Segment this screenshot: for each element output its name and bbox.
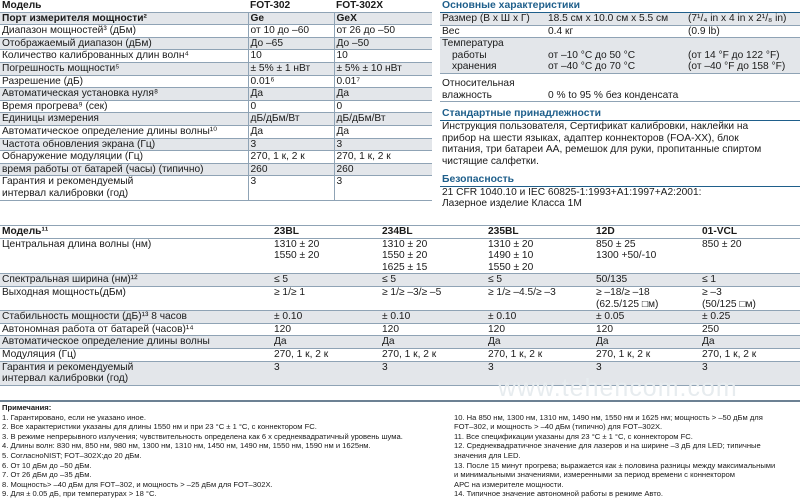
meter-row-label (0, 151, 248, 164)
source-value-235bl (486, 311, 594, 324)
source-row-label-text: Выходная мощность(дБм) (2, 286, 126, 298)
source-value-234bl (380, 348, 486, 361)
source-value-line: ± 0.25 (702, 311, 731, 323)
accessories-title: Стандартные принадлежности (440, 108, 800, 121)
safety-line: Лазерное изделие Класса 1М (442, 198, 582, 210)
source-header-model: Модель¹¹ (0, 226, 272, 238)
meter-value-fot302: 3 (248, 176, 334, 200)
meter-spec-table (0, 0, 432, 201)
meter-value-fot302x: 3 (334, 176, 432, 200)
source-value-234bl (380, 336, 486, 349)
meter-row (0, 62, 432, 75)
meter-value-fot302: 270, 1 к, 2 к (248, 151, 334, 164)
notes-block (2, 403, 798, 499)
source-value-line: 1310 ± 20 (274, 238, 320, 250)
source-value-01vcl (700, 286, 800, 310)
source-value-line: ± 0.05 (596, 311, 625, 323)
meter-row-label-text: Диапазон мощностей³ (дБм) (2, 25, 136, 37)
meter-row (0, 113, 432, 126)
temp-storage-metric: от –40 °C до 70 °C (546, 61, 686, 73)
source-value-234bl (380, 274, 486, 287)
meter-row-label-text: Частота обновления экрана (Гц) (2, 138, 156, 150)
source-value-line: 250 (702, 323, 719, 335)
meter-row-label-text: Единицы измерения (2, 113, 99, 125)
source-value-234bl (380, 286, 486, 310)
notes-left-column (2, 413, 454, 499)
meter-row-label (0, 62, 248, 75)
source-value-line: ≥ 1/≥ 1 (274, 286, 306, 298)
source-value-line: 270, 1 к, 2 к (274, 348, 329, 360)
meter-value-fot302x: 10 (334, 50, 432, 63)
note-line: 13. После 15 минут прогрева; выражается как ± половина разницы между максимальными (454, 460, 776, 470)
source-row-label-text: Модуляция (Гц) (2, 348, 77, 360)
source-value-line: Да (702, 336, 715, 348)
meter-row-label-text: Порт измерителя мощности² (2, 12, 147, 24)
source-value-line: ≥ 1/≥ –4.5/≥ –3 (488, 286, 556, 298)
weight-imperial: (0.9 lb) (686, 25, 800, 38)
source-spec-table (0, 226, 800, 386)
source-value-235bl (486, 274, 594, 287)
source-value-12d (594, 348, 700, 361)
source-row-label (0, 348, 272, 361)
source-value-235bl (486, 238, 594, 274)
source-value-01vcl (700, 311, 800, 324)
source-value-23bl (272, 361, 380, 385)
source-value-235bl (486, 323, 594, 336)
source-row-label (0, 323, 272, 336)
source-value-line: 270, 1 к, 2 к (702, 348, 757, 360)
meter-value-fot302x: 0 (334, 100, 432, 113)
source-header-235bl: 235BL (486, 226, 594, 238)
source-value-line: (50/125 □м) (702, 298, 756, 310)
source-value-line: 1490 ± 10 (488, 250, 534, 262)
source-row (0, 323, 800, 336)
source-value-line: ≥ –18/≥ –18 (596, 286, 650, 298)
source-value-12d (594, 336, 700, 349)
source-value-01vcl (700, 323, 800, 336)
meter-row (0, 151, 432, 164)
meter-value-fot302: Ge (248, 12, 334, 25)
meter-value-fot302: 260 (248, 163, 334, 176)
source-row-label (0, 274, 272, 287)
meter-row-label (0, 138, 248, 151)
source-header-234bl: 234BL (380, 226, 486, 238)
weight-metric: 0.4 кг (546, 25, 686, 38)
meter-value-fot302: Да (248, 125, 334, 138)
source-value-line: ≤ 5 (488, 274, 503, 286)
meter-value-fot302x: дБ/дБм/Вт (334, 113, 432, 126)
meter-row (0, 100, 432, 113)
meter-header-model: Модель (0, 0, 248, 12)
meter-value-fot302x: Да (334, 125, 432, 138)
source-value-line: ≥ 1/≥ –3/≥ –5 (382, 286, 442, 298)
source-spec-table-block (0, 226, 800, 386)
source-value-line: (62.5/125 □м) (596, 298, 659, 310)
source-value-234bl (380, 238, 486, 274)
size-label: Размер (В x Ш x Г) (440, 13, 546, 25)
source-row-label-text: Гарантия и рекомендуемый (2, 361, 134, 373)
temp-operating-imperial: (от 14 °F до 122 °F) (686, 50, 800, 62)
meter-row-label-text: Отображаемый диапазон (дБм) (2, 37, 152, 49)
source-value-line: 120 (274, 323, 291, 335)
source-value-line: 1625 ± 15 (382, 261, 428, 273)
temp-storage-imperial: (от –40 °F до 158 °F) (686, 61, 800, 73)
source-value-01vcl (700, 274, 800, 287)
meter-header-fot302: FOT-302 (248, 0, 334, 12)
source-value-23bl (272, 323, 380, 336)
notes-title: Примечания: (2, 403, 52, 412)
source-value-line: ≤ 5 (274, 274, 289, 286)
note-line: 14. Типичное значение автономной работы в режиме Авто. (454, 489, 664, 499)
meter-row-label-text: Количество калиброванных длин волн⁴ (2, 50, 189, 62)
meter-row-label (0, 37, 248, 50)
source-row-label-text: интервал калибровки (год) (2, 373, 129, 385)
meter-row (0, 176, 432, 200)
source-value-01vcl (700, 348, 800, 361)
source-value-23bl (272, 238, 380, 274)
humidity-label-1: Относительная (442, 77, 515, 89)
source-value-line: 1550 ± 20 (274, 250, 320, 262)
source-value-235bl (486, 286, 594, 310)
meter-value-fot302: 10 (248, 50, 334, 63)
source-value-line: 1310 ± 20 (382, 238, 428, 250)
meter-row (0, 25, 432, 38)
source-value-235bl (486, 348, 594, 361)
accessories-line: прибор на шести языках, адаптер коннекторов (FOA-XX), блок (442, 132, 739, 144)
safety-title: Безопасность (440, 174, 800, 187)
meter-row-label-text: время работы от батарей (часы) (типично) (2, 163, 204, 175)
source-header-23bl: 23BL (272, 226, 380, 238)
source-row-label-text: Центральная длина волны (нм) (2, 238, 152, 250)
source-row-label (0, 311, 272, 324)
source-value-line: 850 ± 20 (702, 238, 742, 250)
source-header-01vcl: 01-VCL (700, 226, 800, 238)
meter-row-label (0, 125, 248, 138)
meter-row-label (0, 100, 248, 113)
source-value-line: 270, 1 к, 2 к (488, 348, 543, 360)
meter-row-label (0, 25, 248, 38)
notes-right-column (454, 413, 798, 499)
meter-row-label-text: Разрешение (дБ) (2, 75, 84, 87)
meter-row (0, 75, 432, 88)
note-line: 7. От 26 дБм до –35 дБм. (2, 470, 92, 480)
size-imperial: (7¹/₄ in x 4 in x 2¹/₈ in) (686, 13, 800, 25)
meter-row-label (0, 113, 248, 126)
note-line: и минимальными значениями, измеренными за период времени с коннектором (454, 470, 735, 480)
source-value-line: 850 ± 25 (596, 238, 636, 250)
meter-row-label-text: интервал калибровки (год) (2, 187, 129, 199)
meter-value-fot302: дБ/дБм/Вт (248, 113, 334, 126)
safety-text (440, 187, 800, 210)
temp-storage-label: хранения (440, 61, 546, 73)
source-value-23bl (272, 286, 380, 310)
meter-value-fot302x: от 26 до –50 (334, 25, 432, 38)
source-value-line: 3 (274, 361, 280, 373)
meter-header-fot302x: FOT-302X (334, 0, 432, 12)
source-value-line: 1310 ± 20 (488, 238, 534, 250)
meter-value-fot302x: ± 5% ± 10 нВт (334, 62, 432, 75)
source-value-line: Да (596, 336, 609, 348)
source-value-line: 1550 ± 20 (488, 261, 534, 273)
source-value-12d (594, 311, 700, 324)
source-row (0, 274, 800, 287)
meter-row (0, 88, 432, 101)
humidity-value: 0 % to 95 % без конденсата (546, 90, 800, 102)
meter-value-fot302: 3 (248, 138, 334, 151)
source-row (0, 336, 800, 349)
note-line: 6. От 10 дБм до –50 дБм. (2, 460, 92, 470)
accessories-line: питания, три батареи АА, ремешок для руки, пропитанные спиртом (442, 144, 762, 156)
meter-value-fot302: До –65 (248, 37, 334, 50)
source-value-01vcl (700, 238, 800, 274)
source-value-01vcl (700, 336, 800, 349)
accessories-line: Инструкция пользователя, Сертификат калибровки, наклейки на (442, 121, 749, 133)
source-value-line: Да (382, 336, 395, 348)
source-row-label-text: Автономная работа от батарей (часов)¹⁴ (2, 323, 194, 335)
temperature-label: Температура (440, 38, 546, 50)
source-value-23bl (272, 348, 380, 361)
meter-row-label (0, 176, 248, 200)
meter-row (0, 50, 432, 63)
source-row-label-text: Спектральная ширина (нм)¹² (2, 274, 138, 286)
source-value-line: 3 (596, 361, 602, 373)
source-value-line: Да (274, 336, 287, 348)
general-specs-table (440, 13, 800, 102)
meter-row (0, 163, 432, 176)
source-value-line: ± 0.10 (382, 311, 411, 323)
meter-value-fot302: от 10 до –60 (248, 25, 334, 38)
source-value-line: 3 (382, 361, 388, 373)
weight-label: Вес (440, 25, 546, 38)
note-line: значения для LED. (454, 450, 521, 460)
source-value-line: 3 (702, 361, 708, 373)
note-line: 10. На 850 нм, 1300 нм, 1310 нм, 1490 нм, 1550 нм и 1625 нм; мощность > –50 дБм для (454, 412, 763, 422)
source-value-line: 120 (382, 323, 399, 335)
note-line: 9. Для ± 0.05 дБ, при температурах > 18 °С. (2, 489, 157, 499)
meter-value-fot302x: Да (334, 88, 432, 101)
meter-value-fot302: ± 5% ± 1 нВт (248, 62, 334, 75)
meter-row (0, 138, 432, 151)
meter-row (0, 125, 432, 138)
source-row (0, 311, 800, 324)
meter-row-label-text: Время прогрева⁹ (сек) (2, 100, 108, 112)
source-value-line: 270, 1 к, 2 к (596, 348, 651, 360)
source-value-line: ≤ 5 (382, 274, 397, 286)
source-row (0, 348, 800, 361)
meter-row (0, 37, 432, 50)
accessories-line: чистящие салфетки. (442, 155, 539, 167)
source-row-label (0, 336, 272, 349)
note-line: 5. СогласноNIST; FOT–302X:до 20 дБм. (2, 450, 142, 460)
source-value-line: ≥ –3 (702, 286, 722, 298)
note-line: 2. Все характеристики указаны для длины 1550 нм и при 23 °С ± 1 °С, с коннектором FC. (2, 422, 317, 432)
meter-row-label-text: Гарантия и рекомендуемый (2, 176, 134, 188)
source-value-23bl (272, 336, 380, 349)
note-line: 3. В режиме непрерывного излучения; чувствительность определена как 6 x среднеквадратичный уровень шума. (2, 431, 403, 441)
general-specs-title: Основные характеристики (440, 0, 800, 13)
meter-value-fot302x: 0.01⁷ (334, 75, 432, 88)
source-value-23bl (272, 274, 380, 287)
meter-value-fot302x: 260 (334, 163, 432, 176)
source-value-12d (594, 323, 700, 336)
meter-row-label (0, 75, 248, 88)
meter-spec-table-block (0, 0, 432, 201)
general-specs-block (440, 0, 800, 210)
source-value-line: ± 0.10 (488, 311, 517, 323)
source-row-label (0, 361, 272, 385)
source-row-label (0, 286, 272, 310)
source-value-line: 120 (488, 323, 505, 335)
note-line: 4. Длины волн: 830 нм, 850 нм, 980 нм, 1300 нм, 1310 нм, 1450 нм, 1490 нм, 1550 нм, 1590 нм и 1625нм. (2, 441, 371, 451)
source-row-label-text: Стабильность мощности (дБ)¹³ 8 часов (2, 311, 187, 323)
size-metric: 18.5 см x 10.0 см x 5.5 см (546, 13, 686, 25)
source-value-line: 1300 +50/-10 (596, 250, 657, 262)
source-header-12d: 12D (594, 226, 700, 238)
source-row (0, 238, 800, 274)
meter-row (0, 12, 432, 25)
source-value-line: ± 0.10 (274, 311, 303, 323)
meter-row-label (0, 12, 248, 25)
meter-row-label-text: Автоматическое определение длины волны¹⁰ (2, 125, 218, 137)
source-value-12d (594, 286, 700, 310)
notes-divider (0, 400, 800, 402)
meter-row-label-text: Обнаружение модуляции (Гц) (2, 151, 144, 163)
humidity-label-2: влажность (440, 90, 546, 102)
source-value-234bl (380, 361, 486, 385)
temp-operating-label: работы (440, 50, 546, 62)
safety-line: 21 CFR 1040.10 и IEC 60825-1:1993+A1:1997+A2:2001: (442, 186, 702, 198)
meter-value-fot302: 0.01⁶ (248, 75, 334, 88)
source-value-23bl (272, 311, 380, 324)
source-value-12d (594, 238, 700, 274)
note-line: 11. Все спецификации указаны для 23 °С ± 1 °С, с коннектором FC. (454, 431, 693, 441)
note-line: 1. Гарантировано, если не указано иное. (2, 412, 146, 422)
note-line: 12. Среднеквадратичное значение для лазеров и на ширине –3 дБ для LED; типичные (454, 441, 761, 451)
accessories-text (440, 121, 800, 167)
meter-value-fot302x: 3 (334, 138, 432, 151)
source-value-12d (594, 274, 700, 287)
source-value-line: 3 (488, 361, 494, 373)
note-line: FOT–302, и мощность > –40 дБм (типично) для FOT–302X. (454, 422, 663, 432)
meter-row-label (0, 50, 248, 63)
source-row-label (0, 238, 272, 274)
meter-row-label (0, 88, 248, 101)
source-value-234bl (380, 323, 486, 336)
source-row (0, 286, 800, 310)
meter-value-fot302x: 270, 1 к, 2 к (334, 151, 432, 164)
meter-value-fot302x: До –50 (334, 37, 432, 50)
source-value-235bl (486, 336, 594, 349)
source-value-line: 50/135 (596, 274, 628, 286)
source-value-line: 1550 ± 20 (382, 250, 428, 262)
note-line: 8. Мощность> –40 дБм для FOT–302, и мощность > –25 дБм для FOT–302X. (2, 479, 273, 489)
meter-value-fot302: Да (248, 88, 334, 101)
meter-row-label (0, 163, 248, 176)
source-value-line: 270, 1 к, 2 к (382, 348, 437, 360)
meter-value-fot302x: GeX (334, 12, 432, 25)
watermark: www.tehencom.com (498, 374, 738, 402)
note-line: АРС на измерителе мощности. (454, 479, 564, 489)
temp-operating-metric: от –10 °C до 50 °C (546, 50, 686, 62)
source-row-label-text: Автоматическое определение длины волны (2, 336, 210, 348)
source-value-234bl (380, 311, 486, 324)
meter-row-label-text: Автоматическая установка нуля⁸ (2, 88, 159, 100)
meter-value-fot302: 0 (248, 100, 334, 113)
source-value-line: Да (488, 336, 501, 348)
meter-row-label-text: Погрешность мощности⁵ (2, 62, 120, 74)
source-value-line: 120 (596, 323, 613, 335)
source-value-line: ≤ 1 (702, 274, 717, 286)
